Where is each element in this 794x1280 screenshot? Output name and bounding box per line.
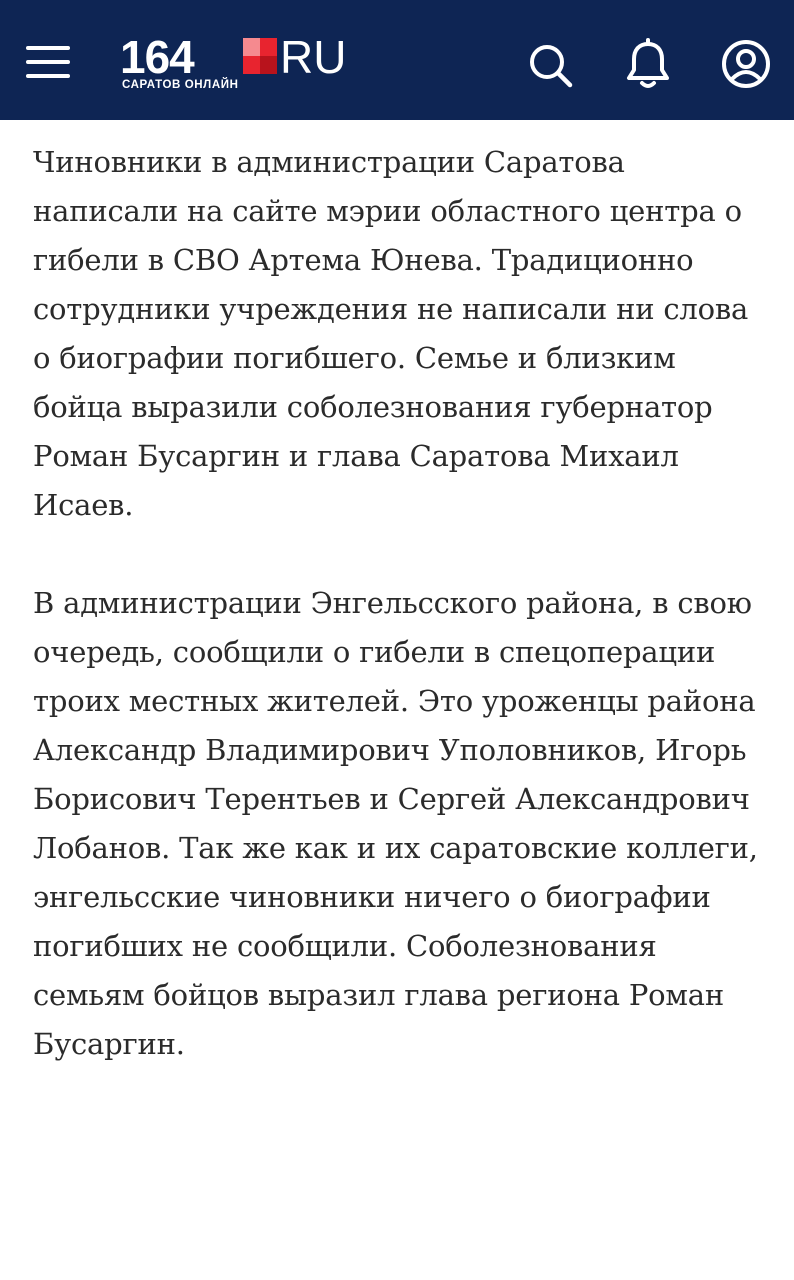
logo-domain: RU <box>280 31 347 83</box>
user-icon[interactable] <box>720 38 772 90</box>
site-logo[interactable] <box>120 31 360 94</box>
logo-tagline: САРАТОВ ОНЛАЙН <box>122 79 239 91</box>
site-header <box>0 0 794 120</box>
menu-icon[interactable] <box>26 44 72 80</box>
bell-icon[interactable] <box>624 38 672 90</box>
search-icon[interactable] <box>526 38 574 90</box>
article-paragraph: В администрации Энгельсского района, в свою очередь, сообщили о гибели в спецоперации троих местных жителей. Это уроженцы района Александр Владимирович Уполовников, Игорь Борисович Терентьев и Сергей Александрович Лобанов. Так же как и их саратовские коллеги, энгельсские чиновники ничего о биографии погибших не сообщили. Соболезнования семьям бойцов выразил глава региона Роман Бусаргин. <box>33 586 758 1061</box>
logo-square-icon <box>243 38 277 74</box>
article-paragraph: Чиновники в администрации Саратова написали на сайте мэрии областного центра о гибели в СВО Артема Юнева. Традиционно сотрудники учреждения не написали ни слова о биографии погибшего. Семье и близким бойца выразили соболезнования губернатор Роман Бусаргин и глава Саратова Михаил Исаев. <box>33 145 749 522</box>
article-body <box>33 138 773 1118</box>
logo-number: 164 <box>120 31 194 83</box>
